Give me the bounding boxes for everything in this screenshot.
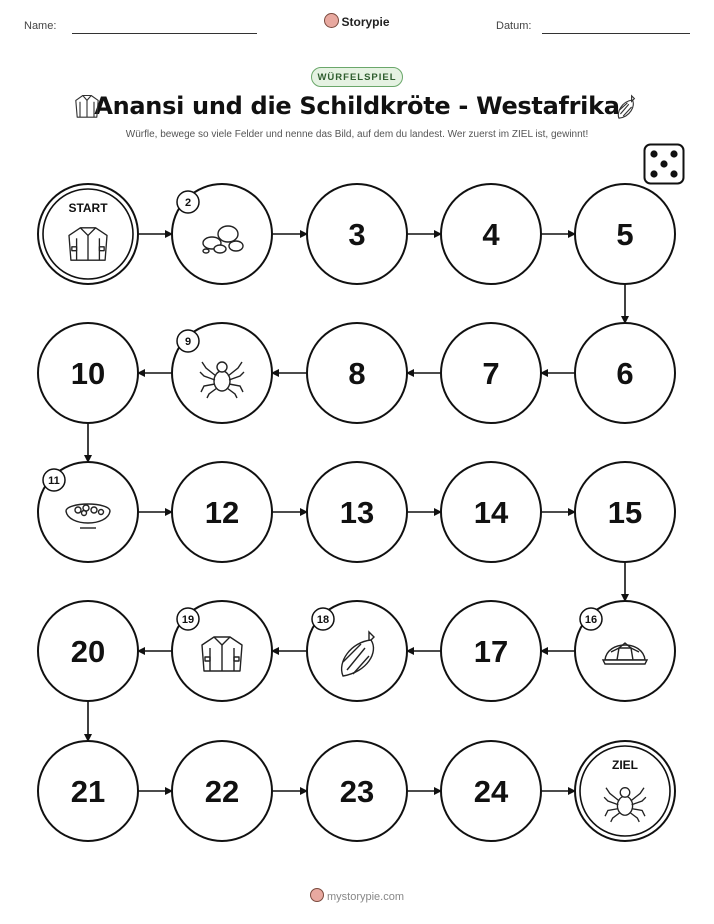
space-number: 5 [616, 217, 634, 252]
space-number: 22 [204, 774, 240, 809]
space-number: 4 [482, 217, 500, 252]
space-number: 14 [473, 495, 509, 530]
number-badge-label: 2 [184, 197, 192, 209]
board-space-3[interactable] [307, 184, 407, 284]
game-type-badge: WÜRFELSPIEL [311, 67, 403, 87]
board-space-22[interactable] [172, 741, 272, 841]
board-space-10[interactable] [38, 323, 138, 423]
footer-url: mystorypie.com [326, 891, 405, 903]
space-number: 3 [348, 217, 366, 252]
board-space-20[interactable] [38, 601, 138, 701]
number-badge-label: 16 [584, 614, 598, 626]
brand-name: Storypie [341, 15, 390, 29]
start-space[interactable] [38, 184, 138, 284]
space-number: 24 [473, 774, 509, 809]
start-label: START [68, 201, 108, 215]
storypie-logo-icon [310, 888, 324, 902]
board-space-13[interactable] [307, 462, 407, 562]
number-badge-label: 18 [316, 614, 330, 626]
board-space-14[interactable] [441, 462, 541, 562]
page-title: Anansi und die Schildkröte - Westafrika [94, 92, 620, 120]
space-number: 15 [607, 495, 643, 530]
space-number: 7 [482, 356, 500, 391]
number-badge-label: 9 [184, 336, 192, 348]
board-space-16[interactable] [575, 601, 675, 701]
jacket-icon [202, 637, 242, 671]
board-space-23[interactable] [307, 741, 407, 841]
space-number: 10 [70, 356, 106, 391]
board-space-18[interactable] [307, 601, 407, 701]
instructions: Würfle, bewege so viele Felder und nenne das Bild, auf dem du landest. Wer zuerst im ZIEL ist, gewinnt! [125, 129, 589, 140]
board-space-7[interactable] [441, 323, 541, 423]
board-space-15[interactable] [575, 462, 675, 562]
board-space-12[interactable] [172, 462, 272, 562]
board-space-24[interactable] [441, 741, 541, 841]
board-space-11[interactable] [38, 462, 138, 562]
space-number: 20 [70, 634, 106, 669]
space-number: 23 [339, 774, 375, 809]
board-space-4[interactable] [441, 184, 541, 284]
name-label: Name: [24, 20, 57, 32]
space-number: 6 [616, 356, 634, 391]
board-space-6[interactable] [575, 323, 675, 423]
board-space-17[interactable] [441, 601, 541, 701]
space-number: 17 [473, 634, 509, 669]
goal-space[interactable] [575, 741, 675, 841]
number-badge-label: 11 [48, 475, 60, 487]
number-badge-label: 19 [181, 614, 195, 626]
board-space-2[interactable] [172, 184, 272, 284]
board-space-9[interactable] [172, 323, 272, 423]
board-space-19[interactable] [172, 601, 272, 701]
board-space-5[interactable] [575, 184, 675, 284]
space-number: 13 [339, 495, 375, 530]
jacket-icon [69, 228, 107, 260]
board-space-21[interactable] [38, 741, 138, 841]
board-space-8[interactable] [307, 323, 407, 423]
space-number: 8 [348, 356, 366, 391]
space-number: 12 [204, 495, 240, 530]
footer [0, 888, 714, 903]
goal-label: ZIEL [612, 758, 638, 772]
space-number: 21 [70, 774, 106, 809]
date-label: Datum: [496, 20, 532, 32]
